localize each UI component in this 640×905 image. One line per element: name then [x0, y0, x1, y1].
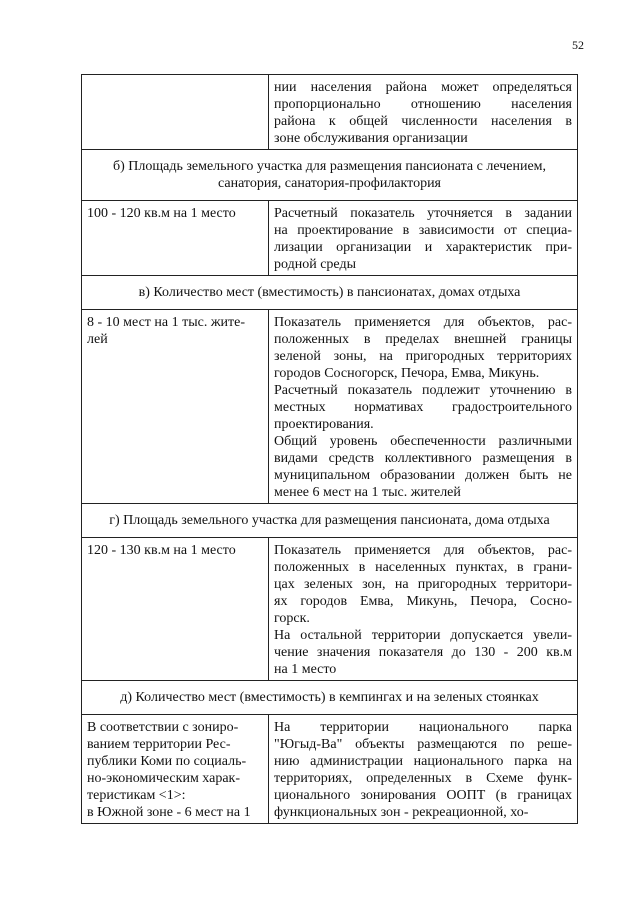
note-line: нии населения района может определяться [274, 80, 572, 95]
note-line: района к общей численности населения в [274, 114, 572, 129]
section-header-line: д) Количество мест (вместимость) в кемпингах и на зеленых стоянках [120, 690, 539, 705]
note-line: видами средств коллективного размещения в [274, 451, 572, 466]
note-line: положенных в населенных пунктах, в грани- [274, 560, 572, 575]
note-line: лизации организации и характеристик при- [274, 240, 572, 255]
section-header-cell [82, 150, 578, 201]
note-line: Показатель применяется для объектов, рас- [274, 315, 572, 330]
indicator-value-line: 120 - 130 кв.м на 1 место [87, 543, 236, 558]
note-line: муниципальном образовании должен быть не [274, 468, 572, 483]
indicator-value-line: в Южной зоне - 6 мест на 1 [87, 805, 251, 820]
indicator-value-line: ванием территории Рес- [87, 737, 231, 752]
note-line: на проектирование в зависимости от специа- [274, 223, 572, 238]
note-line: местных нормативах градостроительного [274, 400, 572, 415]
note-line: На территории национального парка [274, 720, 572, 735]
note-line: "Югыд-Ва" объекты размещаются по реше- [274, 737, 572, 752]
indicator-value-line: лей [87, 332, 108, 347]
section-header-cell [82, 504, 578, 538]
section-header-cell [82, 681, 578, 715]
note-line: функциональных зон - рекреационной, хо- [274, 805, 529, 820]
indicator-value-line: теристикам <1>: [87, 788, 186, 803]
indicator-value-line: В соответствии с зониро- [87, 720, 239, 735]
indicator-value-line: 8 - 10 мест на 1 тыс. жите- [87, 315, 246, 330]
table-row [82, 201, 578, 276]
note-line: Расчетный показатель подлежит уточнению в [274, 383, 572, 398]
note-line: Расчетный показатель уточняется в задании [274, 206, 572, 221]
note-line: ционального зонирования ООПТ (в границах [274, 788, 572, 803]
section-header-row [82, 504, 578, 538]
section-header-line: г) Площадь земельного участка для размещения пансионата, дома отдыха [109, 513, 550, 528]
section-header-line: б) Площадь земельного участка для размещения пансионата с лечением, [112, 159, 547, 174]
note-line: пропорционально отношению населения [274, 97, 572, 112]
indicator-value-cell [82, 310, 269, 504]
note-line: цах зеленых зон, на пригородных территори- [274, 577, 572, 592]
note-line: положенных в пределах внешней границы [274, 332, 572, 347]
table-row [82, 715, 578, 824]
section-header-line: санатория, санатория-профилактория [217, 176, 441, 191]
indicator-value-line: публики Коми по социаль- [87, 754, 247, 769]
note-cell [269, 715, 578, 824]
indicator-value-line: 100 - 120 кв.м на 1 место [87, 206, 236, 221]
section-header-cell [82, 276, 578, 310]
section-header-row [82, 276, 578, 310]
section-header-row [82, 681, 578, 715]
norms-table [81, 74, 578, 824]
note-cell [269, 310, 578, 504]
table-row [82, 75, 578, 150]
note-cell [269, 75, 578, 150]
note-cell [269, 201, 578, 276]
indicator-value-cell [82, 201, 269, 276]
section-header-line: в) Количество мест (вместимость) в пансионатах, домах отдыха [138, 285, 521, 300]
note-line: проектирования. [274, 417, 374, 432]
section-header-row [82, 150, 578, 201]
note-line: менее 6 мест на 1 тыс. жителей [274, 485, 461, 500]
note-line: на 1 место [274, 662, 337, 677]
note-line: городов Сосногорск, Печора, Емва, Микунь. [274, 366, 540, 381]
table-row [82, 310, 578, 504]
table-row [82, 538, 578, 681]
note-line: чение значения показателя до 130 - 200 кв.м [274, 645, 572, 660]
indicator-value-cell [82, 715, 269, 824]
note-line: Показатель применяется для объектов, рас- [274, 543, 572, 558]
note-line: горск. [274, 611, 310, 626]
note-line: ях городов Емва, Микунь, Печора, Сосно- [274, 594, 572, 609]
note-cell [269, 538, 578, 681]
note-line: На остальной территории допускается увели- [274, 628, 572, 643]
note-line: родной среды [274, 257, 356, 272]
note-line: Общий уровень обеспеченности различными [274, 434, 572, 449]
page-number: 52 [572, 38, 584, 52]
indicator-value-cell [82, 75, 269, 150]
norms-table-body [82, 75, 578, 824]
note-line: нию администрации национального парка на [274, 754, 572, 769]
note-line: территориях, определенных в Схеме функ- [274, 771, 572, 786]
indicator-value-cell [82, 538, 269, 681]
note-line: зоне обслуживания организации [274, 131, 468, 146]
indicator-value-line: но-экономическим харак- [87, 771, 241, 786]
note-line: зеленой зоны, на пригородных территориях [274, 349, 572, 364]
